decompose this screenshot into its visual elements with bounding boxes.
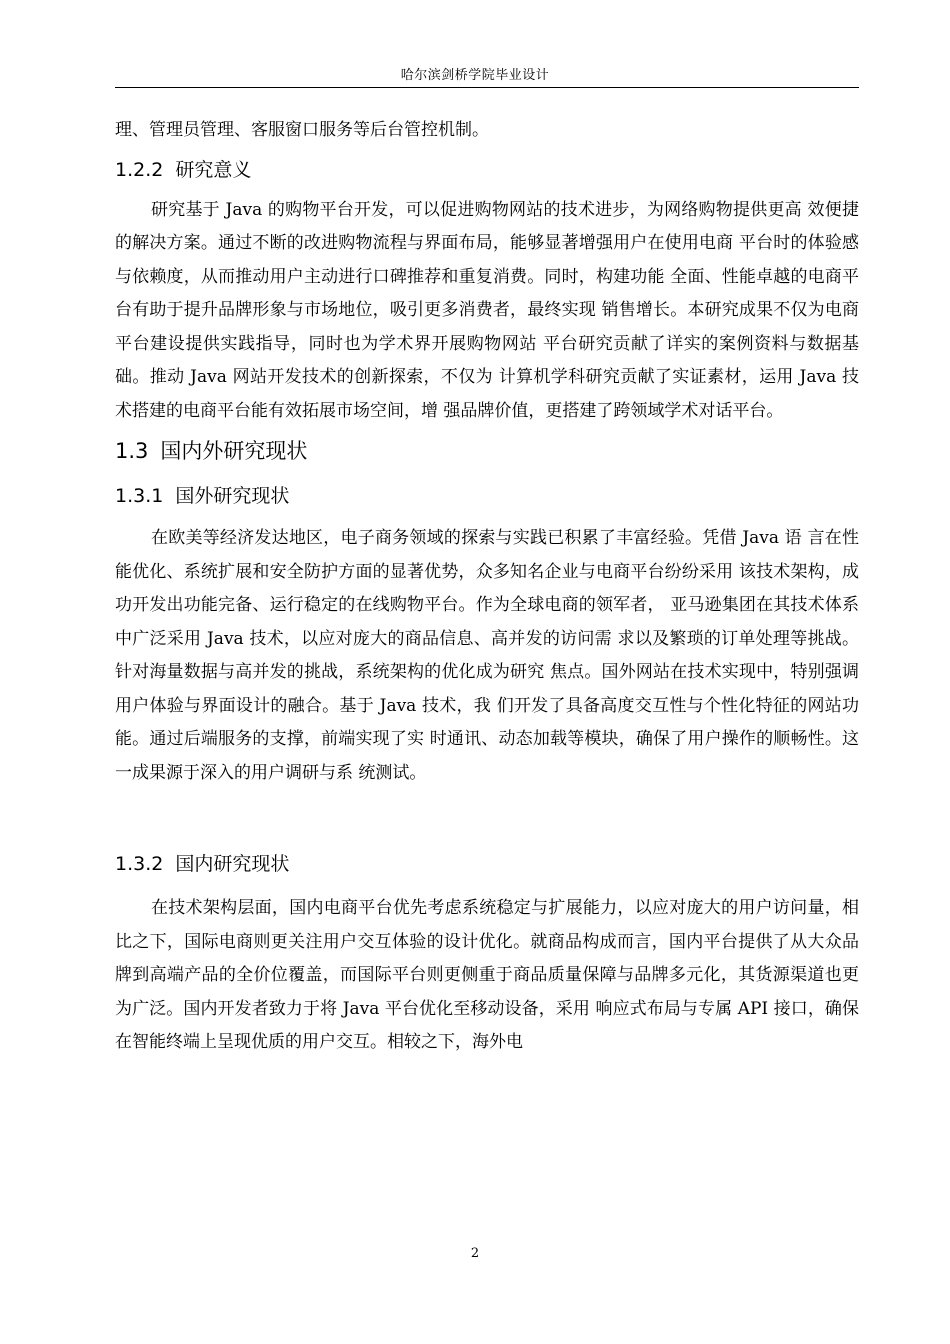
section-heading-1-2-2 <box>115 156 859 184</box>
paragraph-research-significance: 研究基于 Java 的购物平台开发，可以促进购物网站的技术进步，为网络购物提供更高 效便捷的解决方案。通过不断的改进购物流程与界面布局，能够显著增强用户在使用电商 平台时的体验感与依赖度，从而推动用户主动进行口碑推荐和重复消费。同时，构建功能 全面、性能卓越的电商平台有助于提升品牌形象与市场地位，吸引更多消费者，最终实现 销售增长。本研究成果不仅为电商平台建设提供实践指导，同时也为学术界开展购物网站 平台研究贡献了详实的案例资料与数据基础。推动 Java 网站开发技术的创新探索，不仅为 计算机学科研究贡献了实证素材，运用 Java 技术搭建的电商平台能有效拓展市场空间，增 强品牌价值，更搭建了跨领域学术对话平台。 <box>115 199 859 421</box>
section-title: 研究意义 <box>175 158 252 181</box>
section-number: 1.3 <box>115 439 149 463</box>
section-title: 国外研究现状 <box>175 485 290 507</box>
paragraph-domestic-status: 在技术架构层面，国内电商平台优先考虑系统稳定与扩展能力，以应对庞大的用户访问量，相比之下，国际电商则更关注用户交互体验的设计优化。就商品构成而言，国内平台提供了从大众品牌到高端产品的全价位覆盖，而国际平台则更侧重于商品质量保障与品牌多元化，其货源渠道也更为广泛。国内开发者致力于将 Java 平台优化至移动设备，采用 响应式布局与专属 API 接口，确保在智能终端上呈现优质的用户交互。相较之下，海外电 <box>115 898 859 1052</box>
header-divider <box>115 87 859 88</box>
paragraph-foreign-status: 在欧美等经济发达地区，电子商务领域的探索与实践已积累了丰富经验。凭借 Java 语 言在性能优化、系统扩展和安全防护方面的显著优势，众多知名企业与电商平台纷纷采用 该技术架构，成功开发出功能完备、运行稳定的在线购物平台。作为全球电商的领军者， 亚马逊集团在其技术体系中广泛采用 Java 技术，以应对庞大的商品信息、高并发的访问需 求以及繁琐的订单处理等挑战。针对海量数据与高并发的挑战，系统架构的优化成为研究 焦点。国外网站在技术实现中，特别强调用户体验与界面设计的融合。基于 Java 技术，我 们开发了具备高度交互性与个性化特征的网站功能。通过后端服务的支撑，前端实现了实 时通讯、动态加载等模块，确保了用户操作的顺畅性。这一成果源于深入的用户调研与系 统测试。 <box>115 528 859 783</box>
running-header: 哈尔滨剑桥学院毕业设计 <box>400 68 550 83</box>
section-number: 1.3.1 <box>115 485 164 507</box>
section-title: 国内研究现状 <box>175 853 290 875</box>
page-body <box>115 114 859 1060</box>
section-number: 1.3.2 <box>115 853 164 875</box>
paragraph-continuation: 理、管理员管理、客服窗口服务等后台管控机制。 <box>115 120 489 140</box>
section-heading-1-3-2 <box>115 850 859 878</box>
section-heading-1-3 <box>115 436 859 466</box>
section-heading-1-3-1 <box>115 482 859 510</box>
section-title: 国内外研究现状 <box>160 439 308 463</box>
section-number: 1.2.2 <box>115 158 164 181</box>
page-number: 2 <box>470 1246 480 1261</box>
